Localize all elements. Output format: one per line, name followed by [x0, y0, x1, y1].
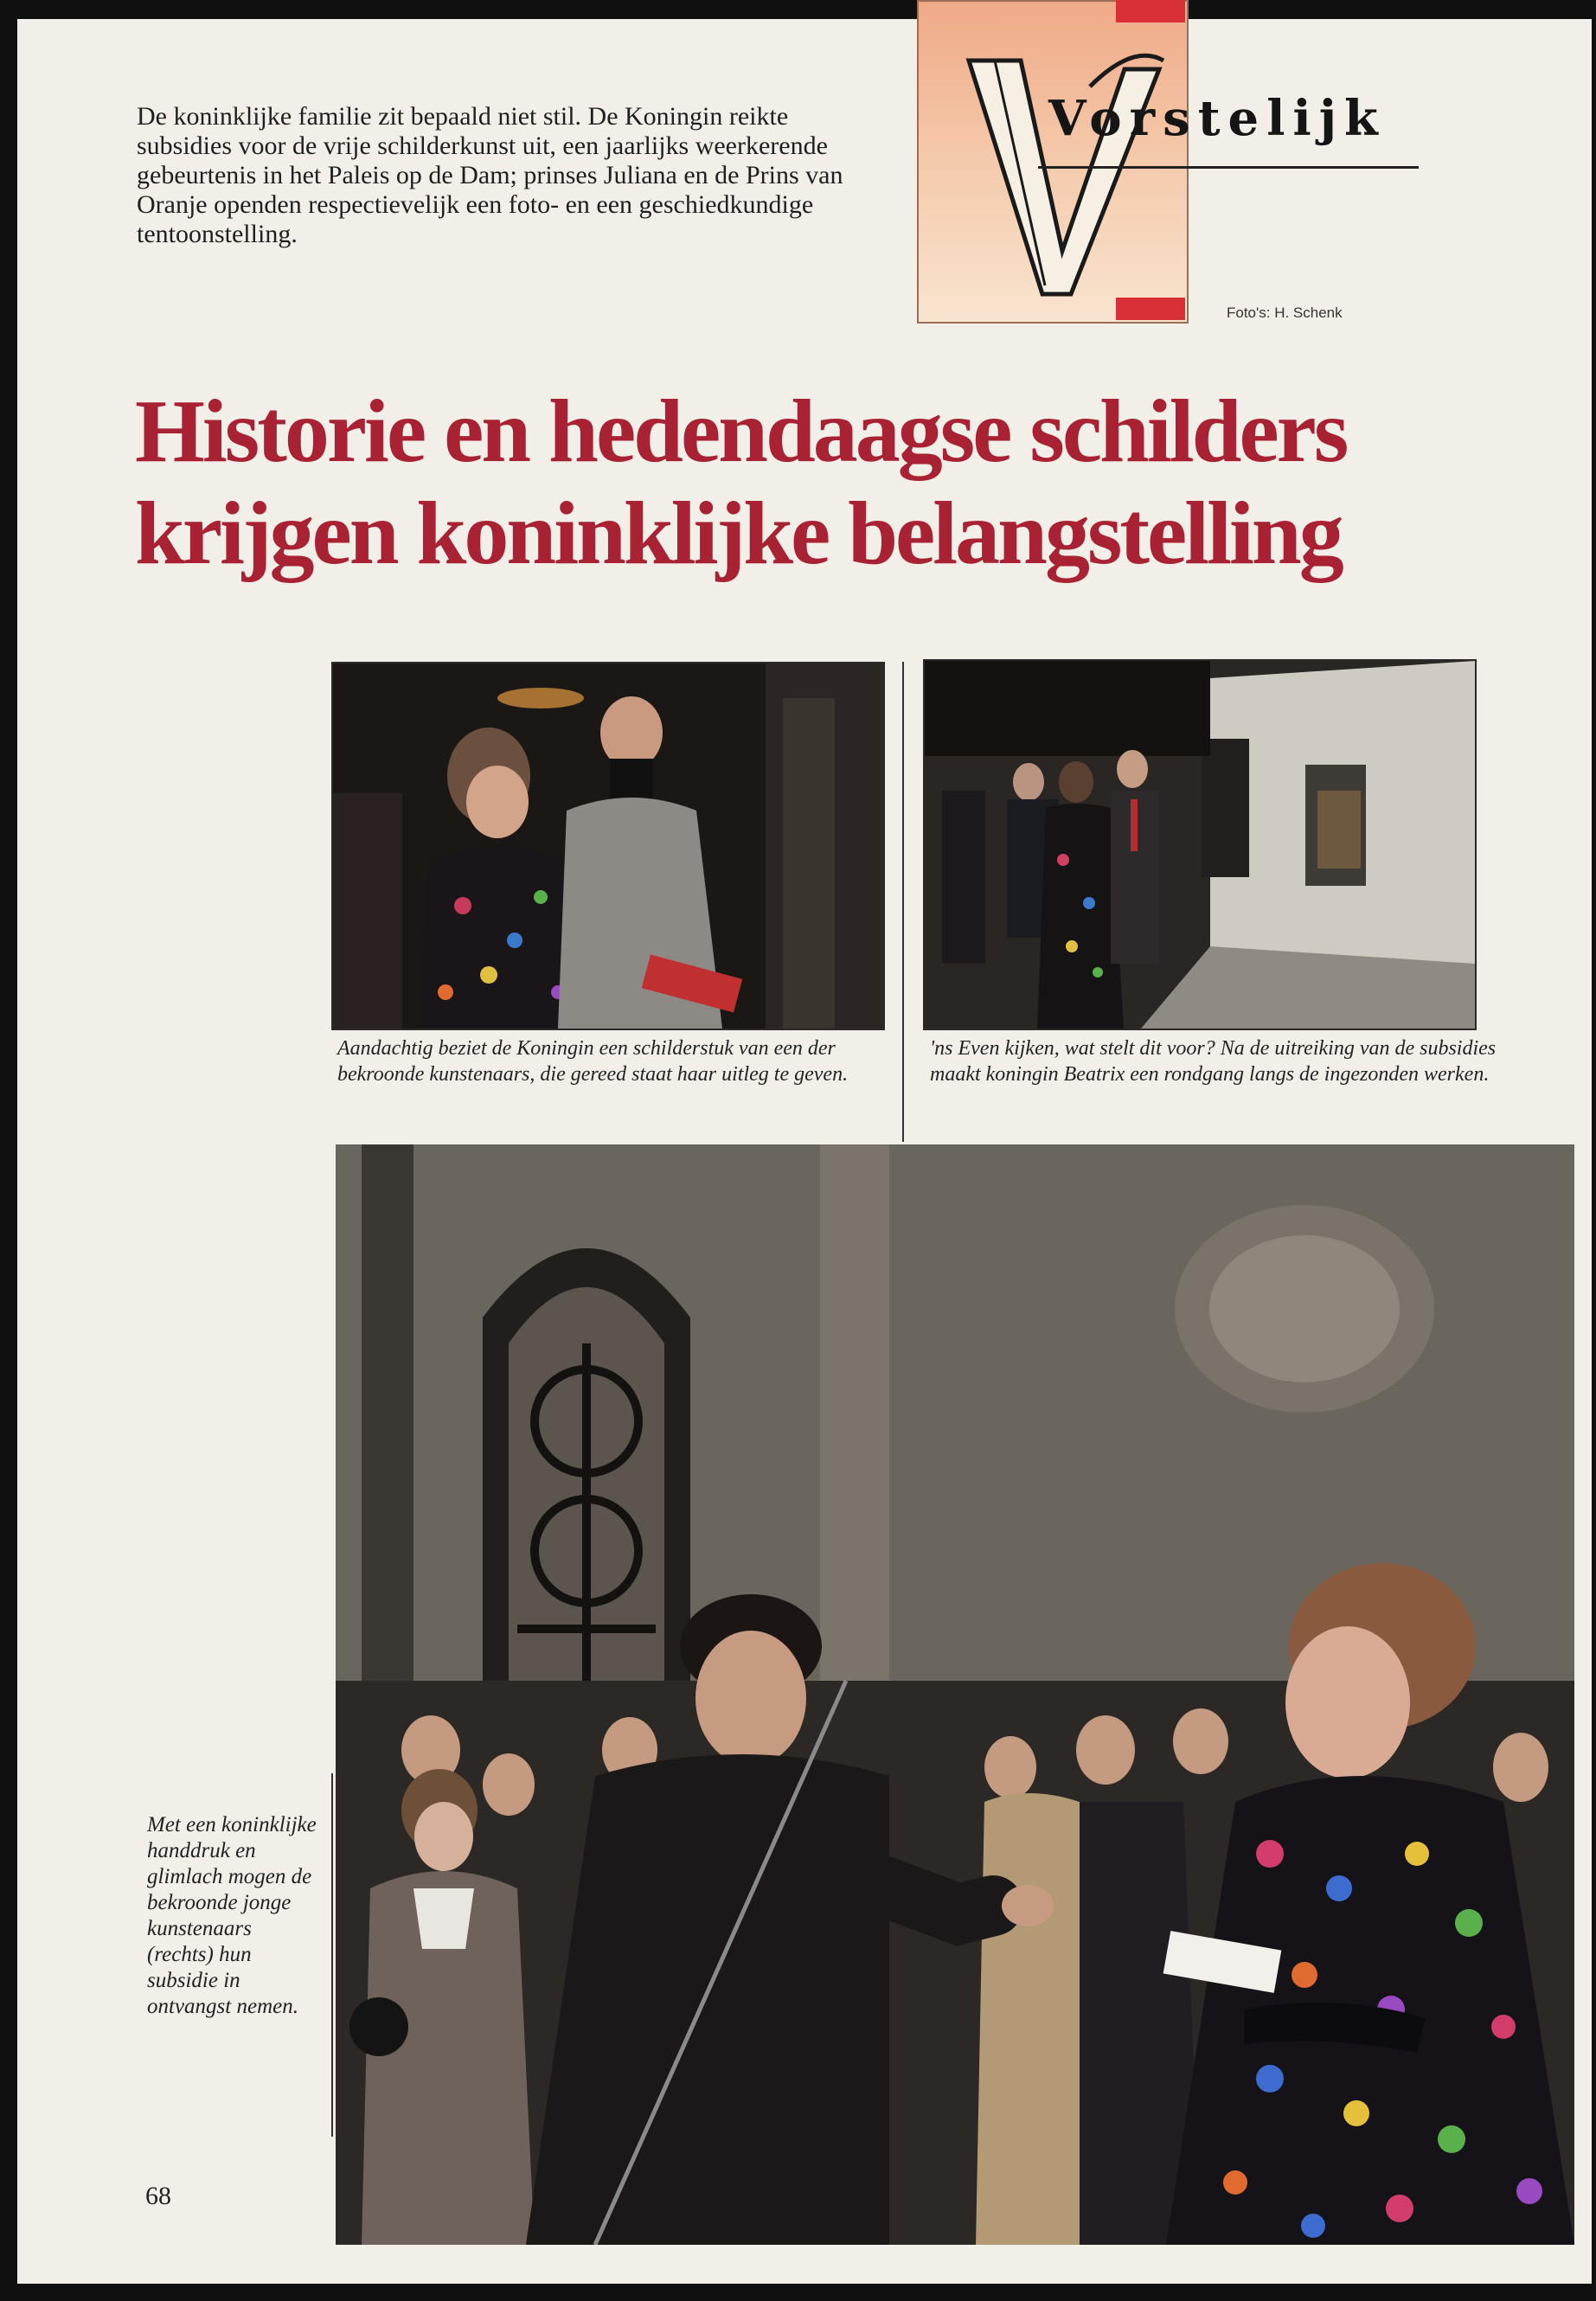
- photo-caption-1: Aandachtig beziet de Koningin een schilderstuk van een der bekroonde kunstenaars, die gereed staat haar uitleg te geven.: [337, 1037, 849, 1086]
- letter-v-logo-icon: [960, 35, 1168, 311]
- logo-red-bar-top: [1116, 0, 1185, 22]
- intro-paragraph: De koninklijke familie zit bepaald niet stil. De Koningin reikte subsidies voor de vrije schilderkunst uit, een jaarlijks weerkerende gebeurtenis in het Paleis op de Dam; prinses Juliana en de Prins van Oranje openden respectievelijk een foto- en een geschiedkundige tentoonstelling.: [137, 102, 843, 248]
- photo-queen-viewing-painting: [331, 662, 885, 1030]
- logo-underline: [1038, 166, 1419, 169]
- photo-royal-handshake: [336, 1144, 1574, 2245]
- page-number: 68: [145, 2182, 171, 2210]
- photo-divider-top: [902, 662, 904, 1142]
- section-logo-text: Vorstelijk: [1048, 90, 1386, 147]
- photo-credit: Foto's: H. Schenk: [1227, 304, 1343, 321]
- caption-divider-left: [331, 1773, 333, 2137]
- headline: Historie en hedendaagse schilders krijgen koninklijke belangstelling: [135, 381, 1347, 583]
- photo-queen-tour-exhibition: [923, 659, 1477, 1030]
- photo-caption-3: Met een koninklijke handdruk en glimlach mogen de bekroonde jonge kunstenaars (rechts) hun subsidie in ontvangst nemen.: [147, 1813, 317, 2018]
- photo-caption-2: 'ns Even kijken, wat stelt dit voor? Na de uitreiking van de subsidies maakt koningin Beatrix een rondgang langs de ingezonden werken.: [930, 1037, 1497, 1086]
